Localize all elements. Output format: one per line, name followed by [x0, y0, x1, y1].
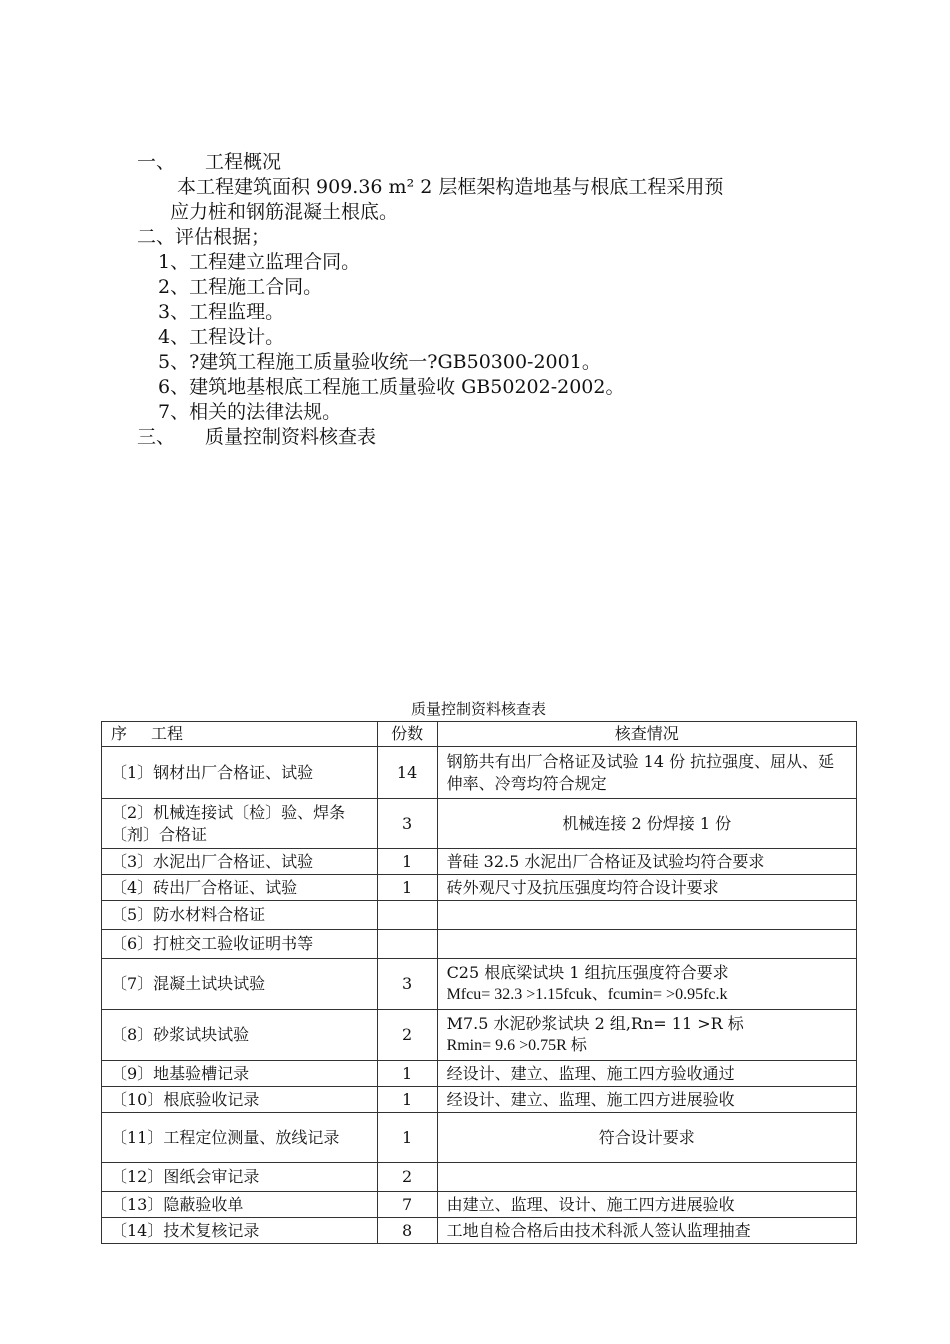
cell-count: 2	[377, 1010, 437, 1061]
cell-item: 〔5〕防水材料合格证	[102, 901, 378, 930]
cell-count: 3	[377, 959, 437, 1010]
cell-item: 〔2〕机械连接试〔检〕验、焊条〔剂〕合格证	[102, 799, 378, 849]
section-number: 一、	[137, 151, 176, 173]
cell-status: 符合设计要求	[437, 1113, 856, 1163]
table-row	[102, 747, 857, 799]
quality-control-table	[101, 721, 857, 1244]
table-row	[102, 959, 857, 1010]
cell-status	[437, 1163, 856, 1192]
header-item-label: 工程	[151, 724, 184, 743]
cell-count: 7	[377, 1192, 437, 1218]
section-number: 三、	[137, 426, 176, 448]
basis-item: 5、?建筑工程施工质量验收统一?GB50300-2001。	[158, 351, 601, 373]
header-count: 份数	[377, 722, 437, 747]
cell-count	[377, 901, 437, 930]
header-seq: 序	[111, 724, 128, 743]
table-row	[102, 1113, 857, 1163]
cell-count: 8	[377, 1218, 437, 1244]
cell-status: 钢筋共有出厂合格证及试验 14 份 抗拉强度、屈从、延伸率、冷弯均符合规定	[437, 747, 856, 799]
basis-item: 3、工程监理。	[158, 301, 285, 323]
table-row	[102, 799, 857, 849]
status-line: C25 根底梁试块 1 组抗压强度符合要求	[446, 963, 729, 982]
cell-status: 砖外观尺寸及抗压强度均符合设计要求	[437, 875, 856, 901]
section-title: 工程概况	[205, 151, 282, 173]
cell-status	[437, 901, 856, 930]
section-3-heading	[137, 425, 376, 449]
cell-count: 1	[377, 1113, 437, 1163]
cell-item: 〔4〕砖出厂合格证、试验	[102, 875, 378, 901]
section-title: 质量控制资料核查表	[205, 426, 377, 448]
cell-item: 〔11〕工程定位测量、放线记录	[102, 1113, 378, 1163]
cell-count: 1	[377, 1061, 437, 1087]
table-row	[102, 1192, 857, 1218]
cell-item: 〔8〕砂浆试块试验	[102, 1010, 378, 1061]
cell-status	[437, 930, 856, 959]
cell-status: 普硅 32.5 水泥出厂合格证及试验均符合要求	[437, 849, 856, 875]
cell-item: 〔14〕技术复核记录	[102, 1218, 378, 1244]
status-line: Rmin= 9.6 >0.75R 标	[446, 1037, 587, 1054]
cell-count	[377, 930, 437, 959]
table-row	[102, 1061, 857, 1087]
cell-status	[437, 959, 856, 1010]
basis-item: 6、建筑地基根底工程施工质量验收 GB50202-2002。	[158, 376, 625, 398]
table-row	[102, 1010, 857, 1061]
table-row	[102, 1087, 857, 1113]
header-item	[102, 722, 378, 747]
basis-item: 1、工程建立监理合同。	[158, 251, 361, 273]
cell-count: 1	[377, 849, 437, 875]
table-header-row	[102, 722, 857, 747]
basis-item: 4、工程设计。	[158, 326, 285, 348]
cell-status: 经设计、建立、监理、施工四方验收通过	[437, 1061, 856, 1087]
cell-item: 〔7〕混凝土试块试验	[102, 959, 378, 1010]
cell-status	[437, 1010, 856, 1061]
overview-text-line-1: 本工程建筑面积 909.36 m² 2 层框架构造地基与根底工程采用预	[177, 176, 724, 198]
cell-item: 〔10〕根底验收记录	[102, 1087, 378, 1113]
status-line: M7.5 水泥砂浆试块 2 组,Rn= 11 >R 标	[446, 1014, 744, 1033]
cell-status: 工地自检合格后由技术科派人签认监理抽查	[437, 1218, 856, 1244]
cell-item: 〔1〕钢材出厂合格证、试验	[102, 747, 378, 799]
cell-count: 1	[377, 1087, 437, 1113]
section-2-heading: 二、评估根据；	[137, 226, 271, 248]
cell-item: 〔12〕图纸会审记录	[102, 1163, 378, 1192]
table-row	[102, 849, 857, 875]
table-caption: 质量控制资料核查表	[410, 700, 546, 718]
section-1-heading	[137, 150, 281, 174]
overview-text-line-2: 应力桩和钢筋混凝土根底。	[170, 201, 399, 223]
cell-count: 3	[377, 799, 437, 849]
cell-item: 〔3〕水泥出厂合格证、试验	[102, 849, 378, 875]
table-row	[102, 1218, 857, 1244]
cell-item: 〔6〕打桩交工验收证明书等	[102, 930, 378, 959]
cell-item: 〔13〕隐蔽验收单	[102, 1192, 378, 1218]
cell-count: 2	[377, 1163, 437, 1192]
basis-item: 7、相关的法律法规。	[158, 401, 342, 423]
cell-status: 机械连接 2 份焊接 1 份	[437, 799, 856, 849]
table-row	[102, 875, 857, 901]
table-row	[102, 1163, 857, 1192]
basis-item: 2、工程施工合同。	[158, 276, 323, 298]
cell-item: 〔9〕地基验槽记录	[102, 1061, 378, 1087]
header-status: 核查情况	[437, 722, 856, 747]
status-line: Mfcu= 32.3 >1.15fcuk、fcumin= >0.95fc.k	[446, 986, 728, 1003]
cell-status: 经设计、建立、监理、施工四方进展验收	[437, 1087, 856, 1113]
cell-status: 由建立、监理、设计、施工四方进展验收	[437, 1192, 856, 1218]
cell-count: 14	[377, 747, 437, 799]
table-row	[102, 901, 857, 930]
table-row	[102, 930, 857, 959]
cell-count: 1	[377, 875, 437, 901]
